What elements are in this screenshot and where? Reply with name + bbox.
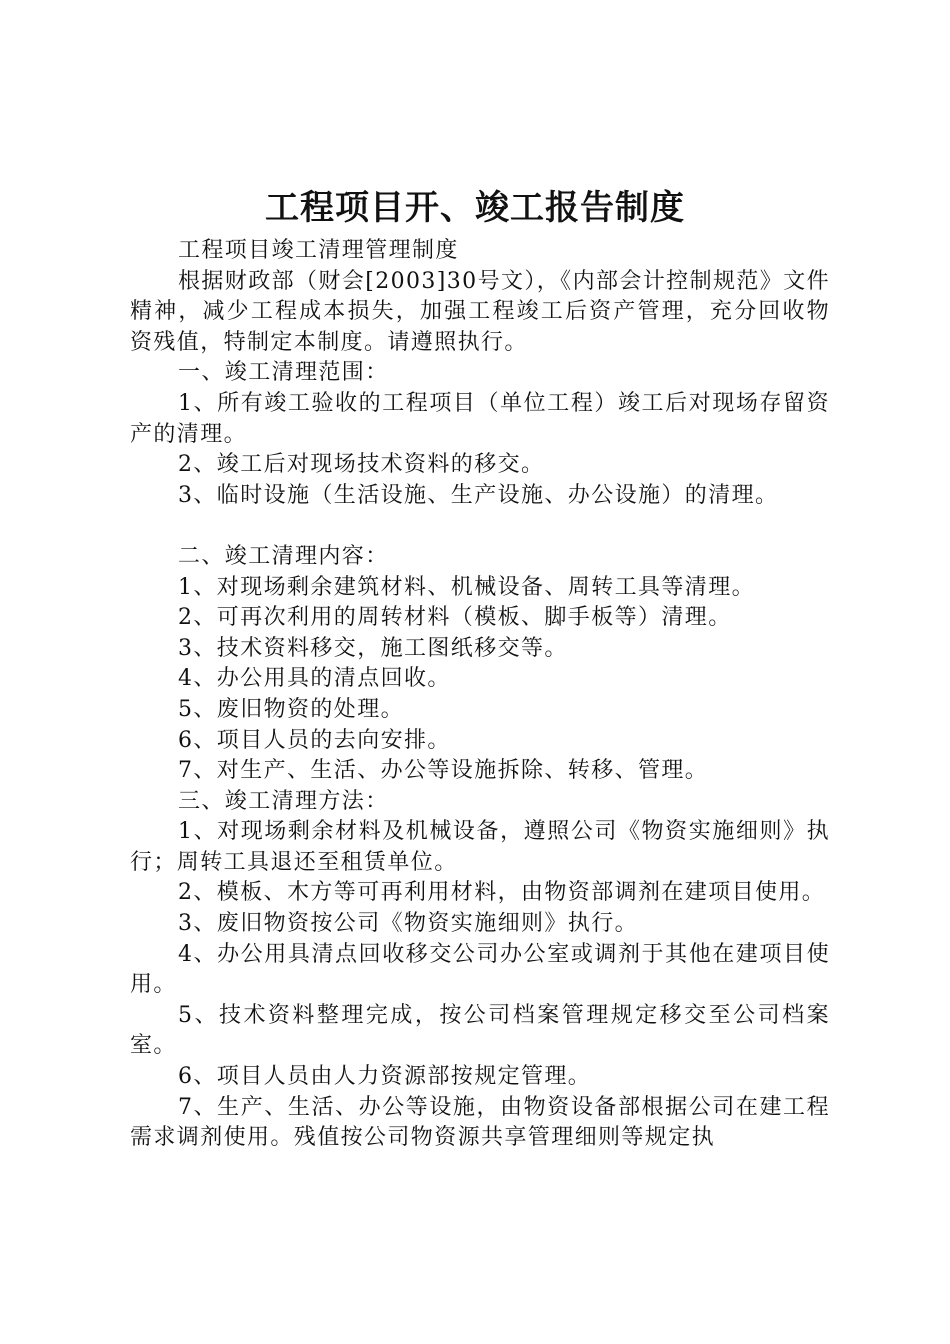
section2-item: 4、办公用具的清点回收。 (178, 666, 451, 692)
section1-item: 3、临时设施（生活设施、生产设施、办公设施）的清理。 (178, 482, 779, 508)
section1-item: 2、竣工后对现场技术资料的移交。 (178, 452, 545, 478)
section2-item: 6、项目人员的去向安排。 (178, 727, 451, 753)
section2-item: 2、可再次利用的周转材料（模板、脚手板等）清理。 (178, 605, 732, 631)
section1-item: 1、所有竣工验收的工程项目（单位工程）竣工后对现场存留资产的清理。 (130, 390, 830, 447)
section3-item: 6、项目人员由人力资源部按规定管理。 (178, 1064, 592, 1090)
section3-item: 7、生产、生活、办公等设施，由物资设备部根据公司在建工程需求调剂使用。残值按公司物资源共享管理细则等规定执 (130, 1094, 830, 1151)
document-subtitle: 工程项目竣工清理管理制度 (178, 238, 459, 263)
section3-item: 1、对现场剩余材料及机械设备，遵照公司《物资实施细则》执行；周转工具退还至租赁单位。 (130, 819, 830, 875)
document-title: 工程项目开、竣工报告制度 (265, 188, 685, 228)
section2-item: 3、技术资料移交，施工图纸移交等。 (178, 635, 568, 661)
section2-item: 7、对生产、生活、办公等设施拆除、转移、管理。 (178, 758, 709, 784)
document-body (130, 236, 830, 1154)
section3-item: 2、模板、木方等可再利用材料，由物资部调剂在建项目使用。 (178, 880, 826, 906)
section2-item: 5、废旧物资的处理。 (178, 696, 404, 722)
section2-item: 1、对现场剩余建筑材料、机械设备、周转工具等清理。 (178, 574, 755, 600)
section2-heading: 二、竣工清理内容： (178, 543, 389, 569)
paragraph-spacer (130, 511, 830, 542)
section1-heading: 一、竣工清理范围： (178, 360, 389, 386)
section3-heading: 三、竣工清理方法： (178, 788, 389, 814)
intro-paragraph: 根据财政部（财会[2003]30号文），《内部会计控制规范》文件精神，减少工程成本损失，加强工程竣工后资产管理，充分回收物资残值，特制定本制度。请遵照执行。 (130, 268, 830, 355)
section3-item: 5、技术资料整理完成，按公司档案管理规定移交至公司档案室。 (130, 1002, 830, 1059)
section3-item: 4、办公用具清点回收移交公司办公室或调剂于其他在建项目使用。 (130, 941, 830, 998)
section3-item: 3、废旧物资按公司《物资实施细则》执行。 (178, 911, 638, 937)
